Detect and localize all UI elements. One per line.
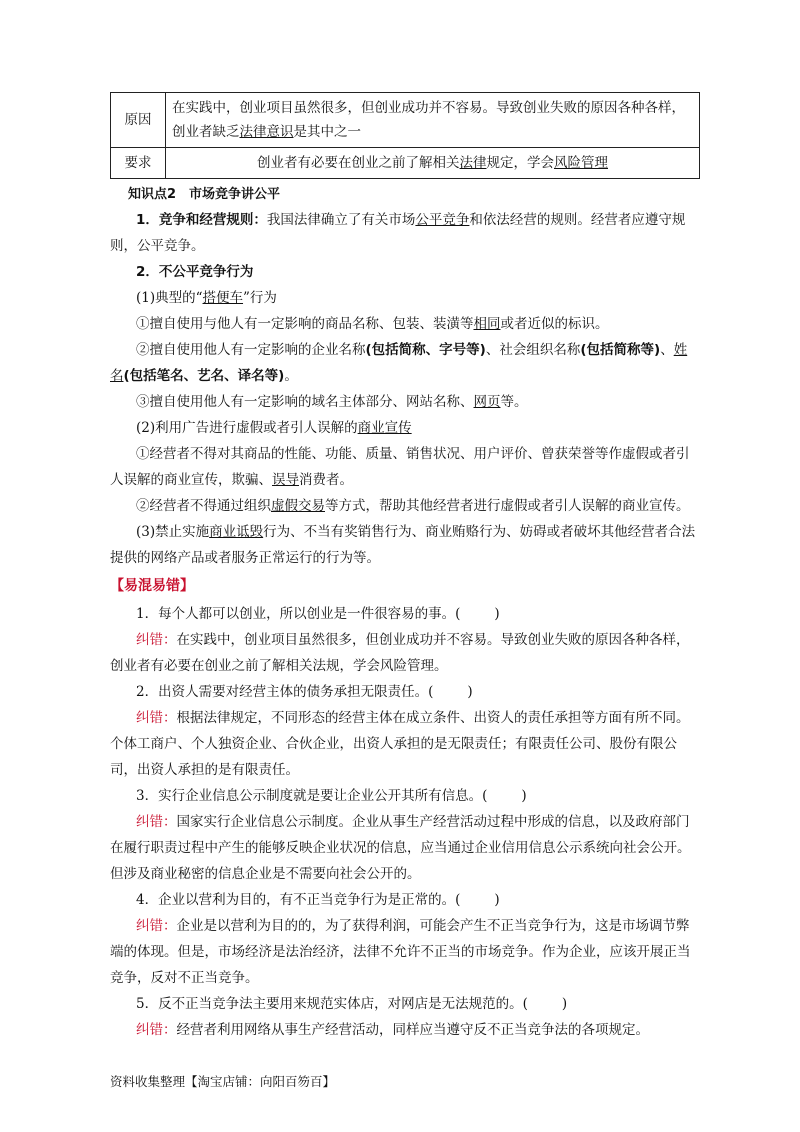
confusion-question: 2．出资人需要对经营主体的债务承担无限责任。( ) bbox=[136, 684, 473, 700]
page-footer: 资料收集整理【淘宝店铺：向阳百笏百】 bbox=[110, 1074, 336, 1089]
confusion-list bbox=[110, 601, 700, 1043]
underlined-term: 风险管理 bbox=[554, 155, 608, 171]
confusion-fix: 纠错：国家实行企业信息公示制度。企业从事生产经营活动过程中形成的信息，以及政府部门在履行职责过程中产生的能够反映企业状况的信息，应当通过企业信用信息公示系统向社会公开。但涉及商业秘密的信息企业是不需要向社会公开的。 bbox=[110, 814, 691, 882]
paragraph-s1: 1．竞争和经营规则：我国法律确立了有关市场公平竞争和依法经营的规则。经营者应遵守规则，公平竞争。 bbox=[110, 212, 686, 254]
paragraph-s2-2: (2)利用广告进行虚假或者引人误解的商业宣传 bbox=[136, 420, 412, 436]
paragraph-s2-2-2: ②经营者不得通过组织虚假交易等方式，帮助其他经营者进行虚假或者引人误解的商业宣传。 bbox=[136, 498, 690, 514]
paragraph-s2-1-2: ②擅自使用他人有一定影响的企业名称(包括简称、字号等)、社会组织名称(包括简称等)、姓名(包括笔名、艺名、译名等)。 bbox=[110, 342, 688, 384]
fix-label: 纠错： bbox=[136, 918, 177, 934]
page-content bbox=[110, 92, 700, 1043]
paragraph-s2-1: (1)典型的“搭便车”行为 bbox=[136, 290, 277, 306]
confusion-question: 5．反不正当竞争法主要用来规范实体店，对网店是无法规范的。( ) bbox=[136, 996, 568, 1012]
confusion-question: 4．企业以营利为目的，有不正当竞争行为是正常的。( ) bbox=[136, 892, 500, 908]
paragraph-s2-2-1: ①经营者不得对其商品的性能、功能、质量、销售状况、用户评价、曾获荣誉等作虚假或者引人误解的商业宣传，欺骗、误导消费者。 bbox=[110, 446, 690, 488]
fix-label: 纠错： bbox=[136, 710, 177, 726]
paragraph-s2-3: (3)禁止实施商业诋毁行为、不当有奖销售行为、商业贿赂行为、妨碍或者破坏其他经营者合法提供的网络产品或者服务正常运行的行为等。 bbox=[110, 524, 696, 566]
table-row bbox=[111, 148, 700, 179]
summary-table bbox=[110, 92, 700, 179]
paragraph-s2-1-3: ③擅自使用他人有一定影响的域名主体部分、网站名称、网页等。 bbox=[136, 394, 528, 410]
fix-label: 纠错： bbox=[136, 1022, 177, 1038]
paragraph-s2-1-1: ①擅自使用与他人有一定影响的商品名称、包装、装潢等相同或者近似的标识。 bbox=[136, 316, 609, 332]
confusion-question: 3．实行企业信息公示制度就是要让企业公开其所有信息。( ) bbox=[136, 788, 527, 804]
row-label-reason: 原因 bbox=[111, 93, 166, 148]
table-row bbox=[111, 93, 700, 148]
underlined-term: 法律意识 bbox=[239, 124, 294, 140]
confusion-fix: 纠错：根据法律规定，不同形态的经营主体在成立条件、出资人的责任承担等方面有所不同。个体工商户、个人独资企业、合伙企业，出资人承担的是无限责任；有限责任公司、股份有限公司，出资人承担的是有限责任。 bbox=[110, 710, 690, 778]
row-text-reason: 在实践中，创业项目虽然很多，但创业成功并不容易。导致创业失败的原因各种各样，创业者缺乏法律意识是其中之一 bbox=[166, 93, 700, 148]
fix-label: 纠错： bbox=[136, 814, 177, 830]
row-label-requirement: 要求 bbox=[111, 148, 166, 179]
underlined-term: 法律 bbox=[459, 155, 487, 171]
fix-label: 纠错： bbox=[136, 632, 177, 648]
confusion-fix: 纠错：企业是以营利为目的的，为了获得利润，可能会产生不正当竞争行为，这是市场调节弊端的体现。但是，市场经济是法治经济，法律不允许不正当的市场竞争。作为企业，应该开展正当竞争，反对不正当竞争。 bbox=[110, 918, 691, 986]
heading-s2: 2．不公平竞争行为 bbox=[136, 264, 254, 280]
confusion-fix: 纠错：经营者利用网络从事生产经营活动，同样应当遵守反不正当竞争法的各项规定。 bbox=[136, 1022, 649, 1038]
confusion-fix: 纠错：在实践中，创业项目虽然很多，但创业成功并不容易。导致创业失败的原因各种各样，创业者有必要在创业之前了解相关法规，学会风险管理。 bbox=[110, 632, 690, 674]
confusion-heading: 【易混易错】 bbox=[110, 578, 194, 594]
row-text-requirement: 创业者有必要在创业之前了解相关法律规定，学会风险管理 bbox=[166, 148, 700, 179]
confusion-question: 1．每个人都可以创业，所以创业是一件很容易的事。( ) bbox=[136, 606, 500, 622]
knowledge-point-title: 知识点2 市场竞争讲公平 bbox=[128, 187, 281, 202]
